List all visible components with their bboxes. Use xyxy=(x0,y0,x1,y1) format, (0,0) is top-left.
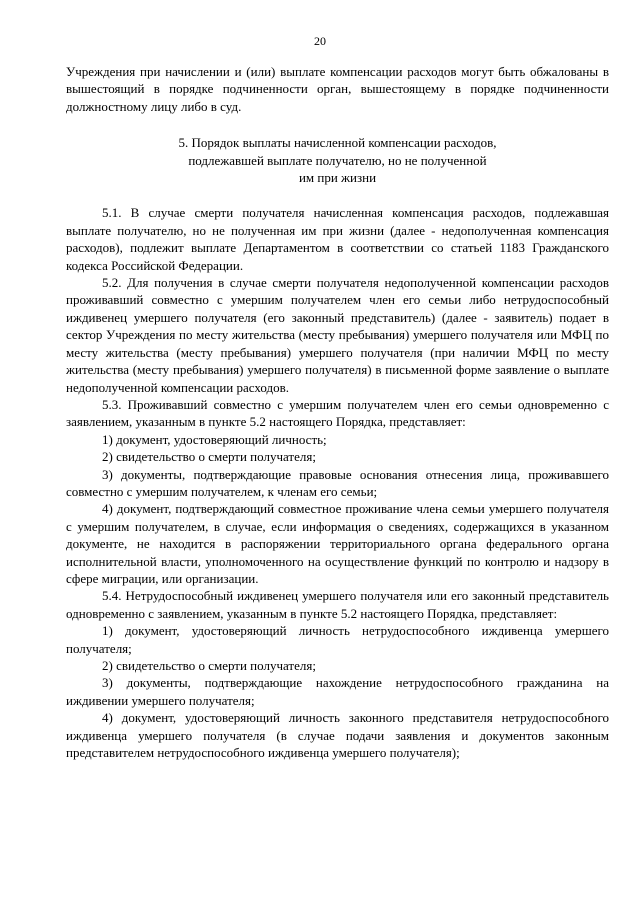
document-body xyxy=(66,63,609,761)
section-heading-line: 5. Порядок выплаты начисленной компенсации расходов, xyxy=(178,135,497,151)
list-item: 1) документ, удостоверяющий личность; xyxy=(102,431,327,447)
spacer xyxy=(66,186,609,204)
paragraph-5-1: 5.1. В случае смерти получателя начисленная компенсация расходов, подлежавшая выплате получателю, но не полученная им при жизни (далее - недополученная компенсация расходов), подлежит выплате Департаментом в соответствии со статьей 1183 Гражданского кодекса Российской Федерации. xyxy=(66,205,609,273)
paragraph-5-2: 5.2. Для получения в случае смерти получателя недополученной компенсации расходов проживавший совместно с умершим получателем член его семьи либо нетрудоспособный иждивенец умершего получателя (его законный представитель) (далее - заявитель) подает в сектор Учреждения по месту жительства (месту пребывания) умершего получателя или МФЦ по месту жительства (месту пребывания) умершего получателя (при наличии МФЦ по месту жительства (месту пребывания) умершего получателя) в письменной форме заявление о выплате недополученной компенсации расходов. xyxy=(66,275,609,395)
paragraph-5-4: 5.4. Нетрудоспособный иждивенец умершего получателя или его законный представитель одновременно с заявлением, указанным в пункте 5.2 настоящего Порядка, представляет: xyxy=(66,588,609,621)
section-heading-line: им при жизни xyxy=(298,170,377,186)
list-item: 2) свидетельство о смерти получателя; xyxy=(102,449,316,465)
paragraph-5-3: 5.3. Проживавший совместно с умершим получателем член его семьи одновременно с заявлением, указанным в пункте 5.2 настоящего Порядка, представляет: xyxy=(66,396,609,430)
list-item: 3) документы, подтверждающие правовые основания отнесения лица, проживавшего совместно с умершим получателем, к членам его семьи; xyxy=(66,466,609,499)
list-item: 3) документы, подтверждающие нахождение нетрудоспособного гражданина на иждивении умершего получателя; xyxy=(66,675,609,708)
list-item: 1) документ, удостоверяющий личность нетрудоспособного иждивенца умершего получателя; xyxy=(66,623,609,656)
section-heading xyxy=(66,134,609,186)
section-heading-line: подлежавшей выплате получателю, но не полученной xyxy=(188,152,487,168)
spacer xyxy=(66,115,609,134)
list-item: 2) свидетельство о смерти получателя; xyxy=(102,658,316,673)
intro-paragraph: Учреждения при начислении и (или) выплате компенсации расходов могут быть обжалованы в вышестоящий в порядке подчиненности орган, вышестоящему в порядке подчиненности должностному лицу либо в суд. xyxy=(66,64,609,114)
page-number: 20 xyxy=(314,34,326,48)
list-item: 4) документ, удостоверяющий личность законного представителя нетрудоспособного иждивенца умершего получателя (в случае подачи заявления и документов законным представителем нетрудоспособного иждивенца умершего получателя); xyxy=(66,710,609,761)
list-item: 4) документ, подтверждающий совместное проживание члена семьи умершего получателя с умершим получателем, в случае, если информация о сведениях, содержащихся в указанном документе, не находится в распоряжении территориального органа федерального органа исполнительной власти, уполномоченного на осуществление функций по контролю и надзору в сфере миграции, или организации. xyxy=(66,501,609,586)
